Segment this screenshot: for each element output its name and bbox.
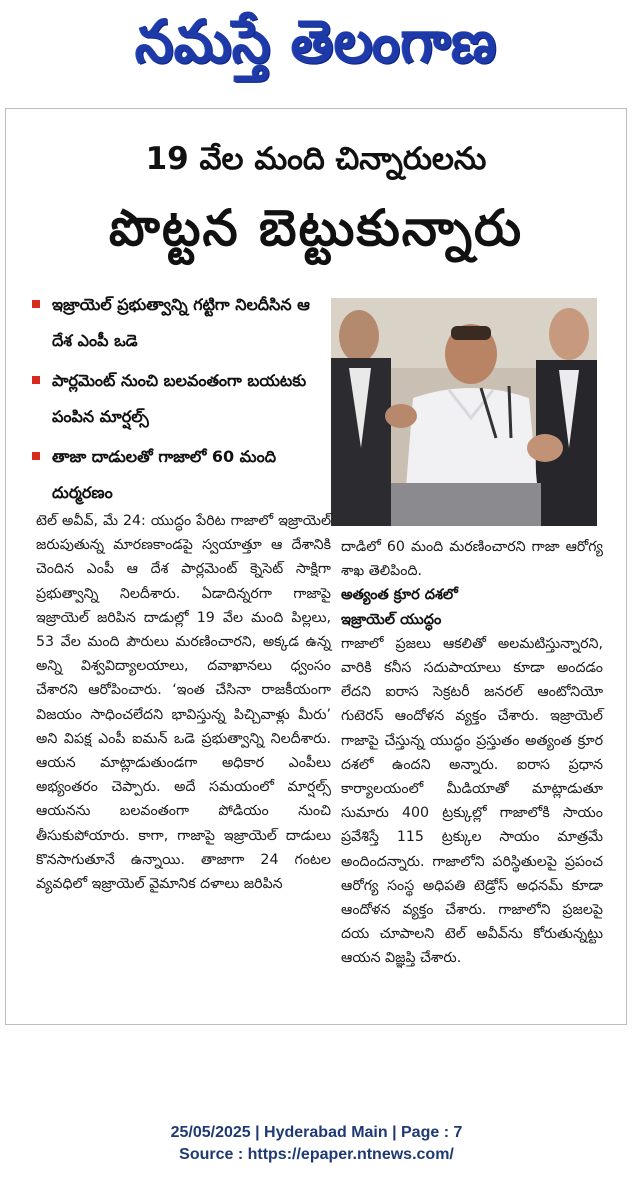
news-photo — [331, 298, 597, 526]
column-2-text: గాజాలో ప్రజలు ఆకలితో అలమటిస్తున్నారని, వారికి కనీస సదుపాయాలు కూడా అందడం లేదని ఐరాస సెక్రటరీ జనరల్ ఆంటోనియో గుటెరస్ ఆందోళన వ్యక్తం చేశారు. ఇజ్రాయెల్ గాజాపై చేస్తున్న యుద్ధం ప్రస్తుతం అత్యంత క్రూర దశలో ఉందని అన్నారు. ఐరాస ప్రధాన కార్యాలయంలో మీడియాతో మాట్లాడుతూ సుమారు 400 ట్రక్కుల్లో గాజాలోకి సాయం ప్రవేశిస్తే 115 ట్రక్కుల సాయం మాత్రమే అందిందన్నారు. గాజాలోని పరిస్థితులపై ప్రపంచ ఆరోగ్య సంస్థ అధిపతి టెడ్రోస్ అధనమ్ కూడా ఆందోళన వ్యక్తం చేశారు. గాజాలోని ప్రజలపై దయ చూపాలని టెల్ అవీవ్‌ను కోరుతున్నట్టు ఆయన విజ్ఞప్తి చేశారు. — [341, 635, 603, 967]
headline-line-2: పొట్టన బెట్టుకున్నారు — [108, 199, 523, 257]
newspaper-logo: నమస్తే తెలంగాణ — [135, 6, 498, 77]
footer-date-edition: 25/05/2025 | Hyderabad Main | Page : 7 — [170, 1124, 463, 1141]
square-bullet-icon — [32, 300, 40, 308]
column-2-intro: దాడిలో 60 మంది మరణించారని గాజా ఆరోగ్య శాఖ తెలిపింది. — [341, 539, 603, 580]
bullet-text: తాజా దాడులతో గాజాలో 60 మంది దుర్మరణం — [52, 447, 277, 502]
bullet-text: పార్లమెంట్ నుంచి బలవంతంగా బయటకు పంపిన మార్షల్స్ — [52, 371, 307, 426]
masthead — [0, 0, 633, 90]
bullet-item — [28, 363, 330, 435]
subheading-line-1: అత్యంత క్రూర దశలో — [341, 587, 458, 604]
square-bullet-icon — [32, 376, 40, 384]
subheading-line-2: ఇజ్రాయెల్ యుద్ధం — [341, 611, 442, 628]
footer-source: Source : https://epaper.ntnews.com/ — [179, 1146, 454, 1163]
footer — [0, 1122, 633, 1166]
bullet-text: ఇజ్రాయెల్ ప్రభుత్వాన్ని గట్టిగా నిలదీసిన ఆ దేశ ఎంపీ ఒడె — [52, 295, 310, 350]
photo-illustration — [331, 298, 597, 526]
article-clipping — [5, 108, 627, 1025]
article-column-2 — [341, 535, 603, 971]
headline-line-1: 19 వేల మంది చిన్నారులను — [145, 141, 487, 177]
bullet-list — [28, 287, 330, 515]
square-bullet-icon — [32, 452, 40, 460]
article-column-1: టెల్ అవీవ్, మే 24: యుద్ధం పేరిట గాజాలో ఇజ్రాయెల్ జరుపుతున్న మారణకాండపై స్వయాత్తూ ఆ దేశానికి చెందిన ఎంపీ ఆ దేశ పార్లమెంట్ క్నెసెట్ సాక్షిగా ప్రభుత్వాన్ని నిలదీశారు. ఏడాదిన్నరగా గాజాపై ఇజ్రాయెల్ జరిపిన దాడుల్లో 19 వేల మంది పిల్లలు, 53 వేల మంది పౌరులు మరణించారని, అక్కడ ఉన్న అన్ని విశ్వవిద్యాలయాలు, దవాఖానలు ధ్వంసం చేశారని ఆరోపించారు. ‘ఇంత చేసినా రాజకీయంగా విజయం సాధించలేదని భావిస్తున్న పిచ్చివాళ్లు మీరు’ అని విపక్ష ఎంపీ ఐమన్ ఒడె ప్రభుత్వాన్ని నిలదీశారు. ఆయన మాట్లాడుతుండగా అధికార ఎంపీలు అభ్యంతరం చెప్పారు. అదే సమయంలో మార్షల్స్ ఆయనను బలవంతంగా పోడియం నుంచి తీసుకుపోయారు. కాగా, గాజాపై ఇజ్రాయెల్ దాడులు కొనసాగుతూనే ఉన్నాయి. తాజాగా 24 గంటల వ్యవధిలో ఇజ్రాయెల్ వైమానిక దళాలు జరిపిన — [36, 513, 331, 893]
bullet-item — [28, 287, 330, 359]
bullet-item — [28, 439, 330, 511]
